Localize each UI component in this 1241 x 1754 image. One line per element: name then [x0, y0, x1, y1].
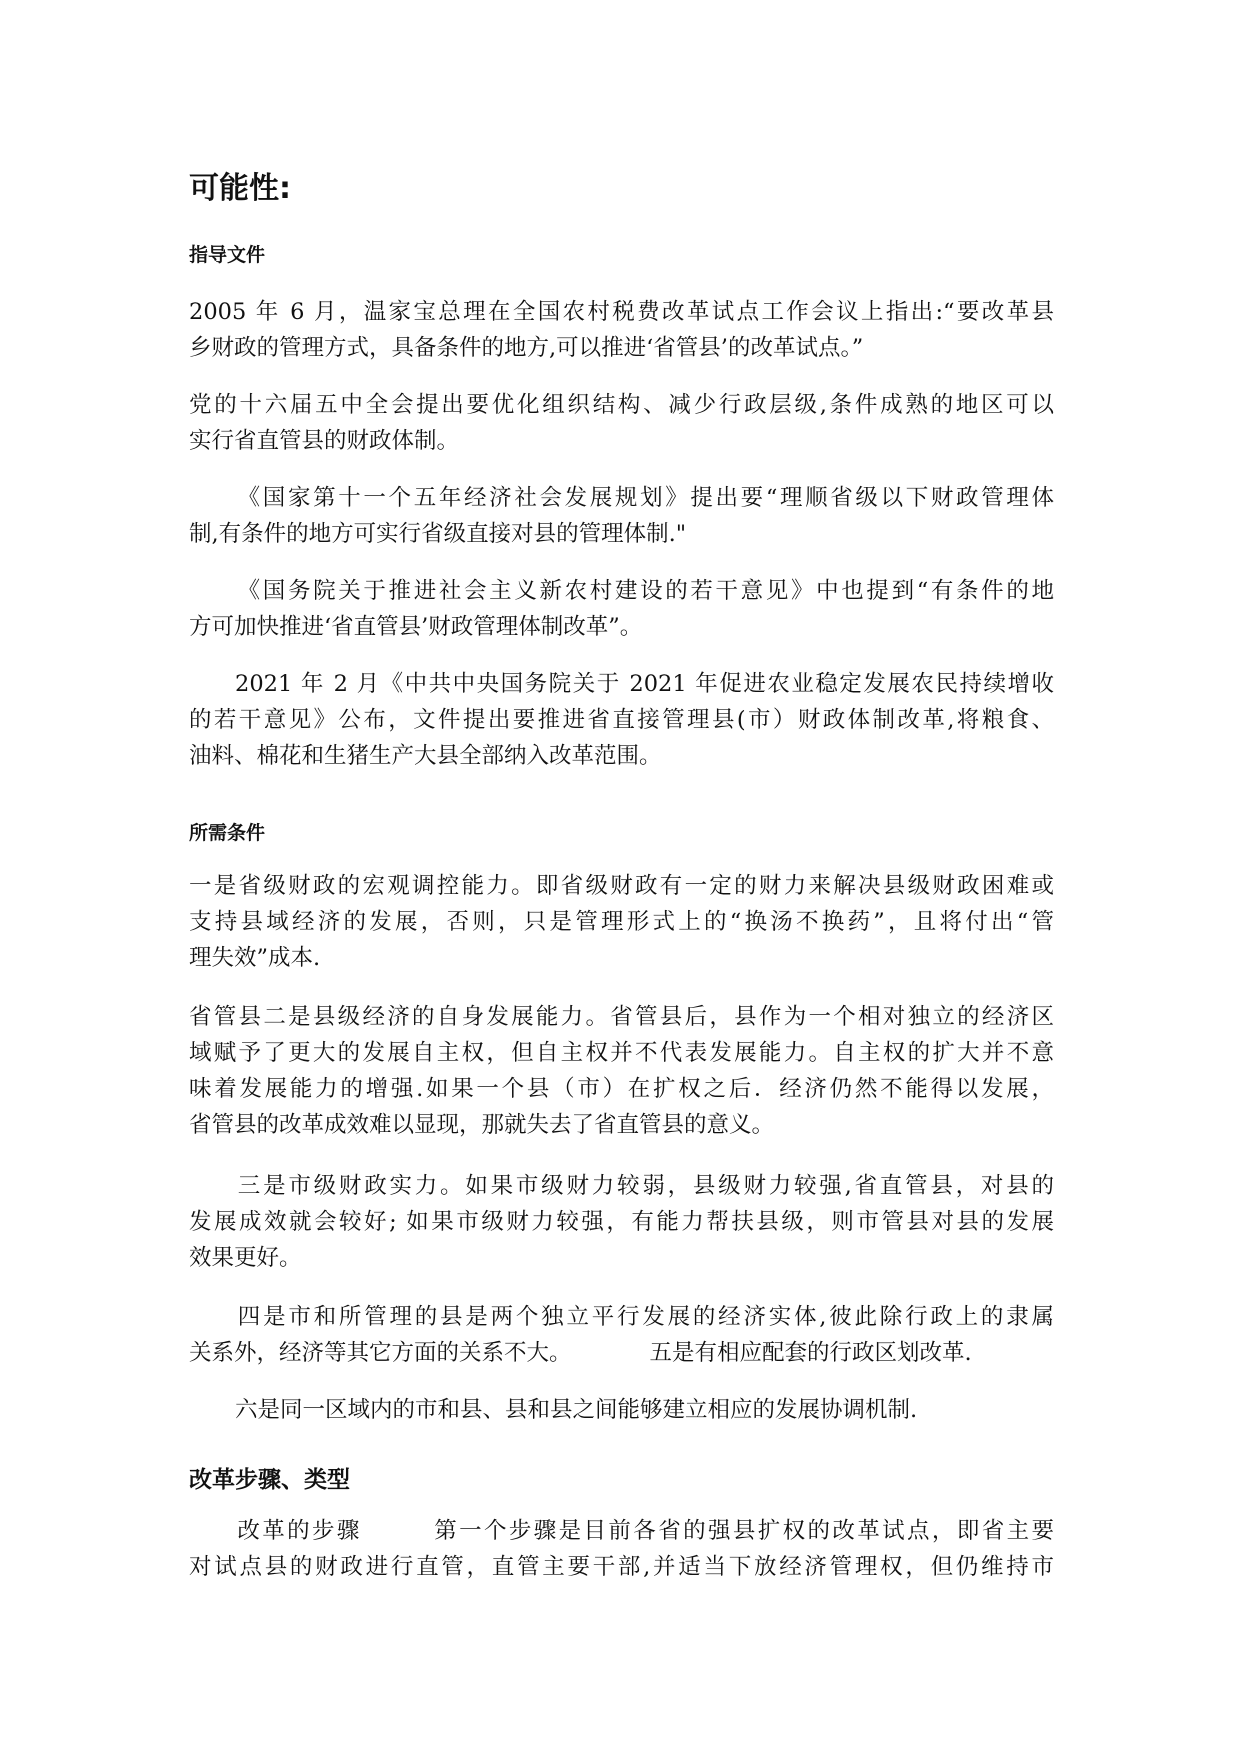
text-line: 的若干意见》公布，文件提出要推进省直接管理县(市）财政体制改革,将粮食、 — [189, 707, 1054, 733]
section-heading-reform: 改革步骤、类型 — [189, 1467, 350, 1493]
text-line: 域赋予了更大的发展自主权，但自主权并不代表发展能力。自主权的扩大并不意 — [189, 1040, 1054, 1066]
text-line: 效果更好。 — [189, 1245, 302, 1271]
text-line: 发展成效就会较好; 如果市级财力较强，有能力帮扶县级，则市管县对县的发展 — [189, 1209, 1054, 1235]
paragraph — [189, 480, 1054, 552]
text-line: 六是同一区域内的市和县、县和县之间能够建立相应的发展协调机制. — [235, 1397, 918, 1423]
text-line: 对试点县的财政进行直管，直管主要干部,并适当下放经济管理权，但仍维持市 — [189, 1554, 1054, 1580]
text-line: 三是市级财政实力。如果市级财力较弱，县级财力较强,省直管县，对县的 — [235, 1173, 1054, 1199]
paragraph — [189, 1168, 1054, 1276]
text-line: 改革的步骤 第一个步骤是目前各省的强县扩权的改革试点，即省主要 — [235, 1518, 1054, 1544]
text-line: 2005 年 6 月，温家宝总理在全国农村税费改革试点工作会议上指出:“要改革县 — [189, 299, 1054, 325]
paragraph — [189, 294, 1054, 366]
paragraph — [189, 666, 1054, 774]
text-line: 乡财政的管理方式，具备条件的地方,可以推进‘省管县’的改革试点。” — [189, 335, 864, 361]
text-line: 关系外，经济等其它方面的关系不大。 五是有相应配套的行政区划改革. — [189, 1340, 972, 1366]
text-line: 实行省直管县的财政体制。 — [189, 428, 460, 454]
text-line: 四是市和所管理的县是两个独立平行发展的经济实体,彼此除行政上的隶属 — [235, 1304, 1054, 1330]
paragraph — [189, 1513, 1054, 1585]
text-line: 省管县的改革成效难以显现，那就失去了省直管县的意义。 — [189, 1112, 775, 1138]
text-line: 2021 年 2 月《中共中央国务院关于 2021 年促进农业稳定发展农民持续增收 — [235, 671, 1054, 697]
paragraph — [189, 573, 1054, 645]
text-line: 《国家第十一个五年经济社会发展规划》提出要“理顺省级以下财政管理体 — [235, 485, 1054, 511]
text-line: 理失效”成本. — [189, 945, 321, 971]
section-heading-conditions: 所需条件 — [189, 822, 266, 844]
text-line: 支持县域经济的发展，否则，只是管理形式上的“换汤不换药”，且将付出“管 — [189, 909, 1054, 935]
text-line: 省管县二是县级经济的自身发展能力。省管县后，县作为一个相对独立的经济区 — [189, 1004, 1054, 1030]
paragraph — [189, 999, 1054, 1143]
paragraph — [189, 868, 1054, 976]
paragraph — [189, 387, 1054, 459]
text-line: 《国务院关于推进社会主义新农村建设的若干意见》中也提到“有条件的地 — [235, 578, 1054, 604]
paragraph — [189, 1392, 1054, 1428]
text-line: 味着发展能力的增强.如果一个县（市）在扩权之后．经济仍然不能得以发展， — [189, 1076, 1054, 1102]
text-line: 方可加快推进‘省直管县’财政管理体制改革”。 — [189, 614, 643, 640]
text-line: 油料、棉花和生猪生产大县全部纳入改革范围。 — [189, 743, 662, 769]
text-line: 党的十六届五中全会提出要优化组织结构、减少行政层级,条件成熟的地区可以 — [189, 392, 1054, 418]
text-line: 制,有条件的地方可实行省级直接对县的管理体制." — [189, 521, 687, 547]
section-heading-guidance: 指导文件 — [189, 244, 266, 266]
page-title: 可能性: — [189, 171, 291, 206]
text-line: 一是省级财政的宏观调控能力。即省级财政有一定的财力来解决县级财政困难或 — [189, 873, 1054, 899]
paragraph — [189, 1299, 1054, 1371]
